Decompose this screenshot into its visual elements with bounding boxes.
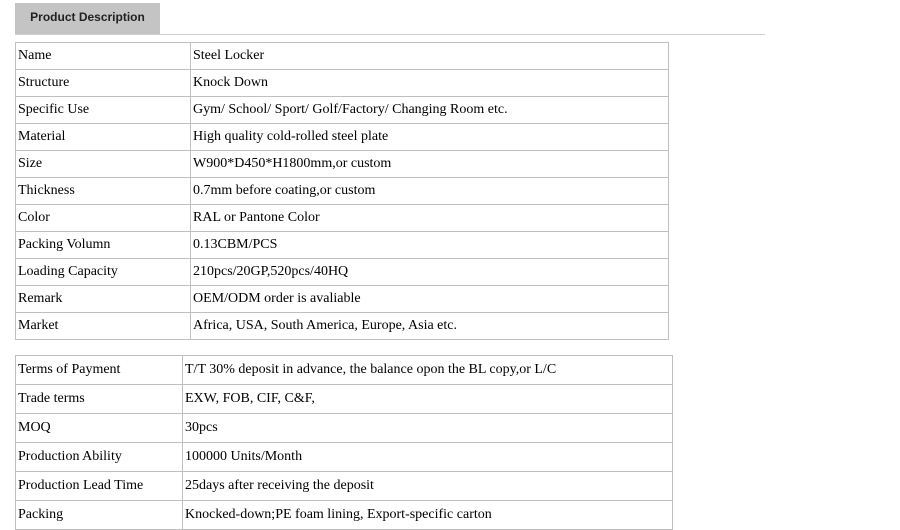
table-row [16, 151, 669, 178]
row-label: Name [16, 43, 191, 70]
row-value: Knock Down [191, 70, 669, 97]
table-row [16, 124, 669, 151]
table-row [16, 43, 669, 70]
table-row [16, 232, 669, 259]
row-value: High quality cold-rolled steel plate [191, 124, 669, 151]
row-value: Steel Locker [191, 43, 669, 70]
table-row [16, 501, 673, 530]
table-row [16, 205, 669, 232]
row-label: Trade terms [16, 385, 183, 414]
spec-table [15, 42, 669, 340]
tab-product-description[interactable]: Product Description [15, 3, 160, 34]
row-label: Production Ability [16, 443, 183, 472]
row-label: Packing Volumn [16, 232, 191, 259]
table-row [16, 472, 673, 501]
table-row [16, 286, 669, 313]
row-label: Market [16, 313, 191, 340]
row-label: Size [16, 151, 191, 178]
row-label: Packing [16, 501, 183, 530]
row-value: T/T 30% deposit in advance, the balance opon the BL copy,or L/C [183, 356, 673, 385]
row-label: Material [16, 124, 191, 151]
row-label: Remark [16, 286, 191, 313]
row-label: Loading Capacity [16, 259, 191, 286]
table-row [16, 414, 673, 443]
row-value: 0.13CBM/PCS [191, 232, 669, 259]
row-label: Production Lead Time [16, 472, 183, 501]
table-row [16, 313, 669, 340]
row-label: Specific Use [16, 97, 191, 124]
row-label: Thickness [16, 178, 191, 205]
row-value: EXW, FOB, CIF, C&F, [183, 385, 673, 414]
row-value: Knocked-down;PE foam lining, Export-specific carton [183, 501, 673, 530]
row-value: Gym/ School/ Sport/ Golf/Factory/ Changing Room etc. [191, 97, 669, 124]
table-row [16, 385, 673, 414]
row-label: Color [16, 205, 191, 232]
row-value: 0.7mm before coating,or custom [191, 178, 669, 205]
row-label: MOQ [16, 414, 183, 443]
table-row [16, 356, 673, 385]
tab-bar [15, 0, 765, 35]
row-label: Structure [16, 70, 191, 97]
row-value: Africa, USA, South America, Europe, Asia etc. [191, 313, 669, 340]
table-row [16, 259, 669, 286]
row-value: 25days after receiving the deposit [183, 472, 673, 501]
row-value: W900*D450*H1800mm,or custom [191, 151, 669, 178]
row-value: 30pcs [183, 414, 673, 443]
row-value: OEM/ODM order is avaliable [191, 286, 669, 313]
terms-table [15, 355, 673, 530]
row-value: RAL or Pantone Color [191, 205, 669, 232]
row-value: 210pcs/20GP,520pcs/40HQ [191, 259, 669, 286]
row-value: 100000 Units/Month [183, 443, 673, 472]
table-row [16, 97, 669, 124]
row-label: Terms of Payment [16, 356, 183, 385]
table-row [16, 443, 673, 472]
table-row [16, 70, 669, 97]
table-row [16, 178, 669, 205]
